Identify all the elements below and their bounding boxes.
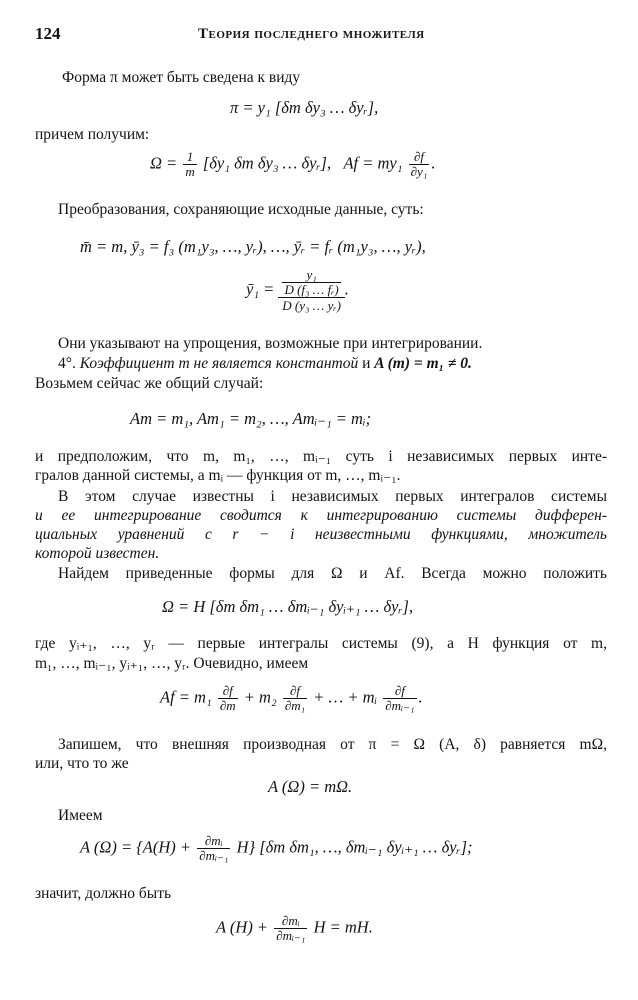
text-line: где yᵢ₊₁, …, yᵣ — первые интегралы системы (9), а H функция от m, <box>35 635 607 652</box>
text-line: гралов данной системы, а mᵢ — функция от m, …, mᵢ₋₁. <box>35 467 401 484</box>
formula-a-omega-expanded: A (Ω) = {A(H) + $\frac{\text{∂mᵢ}}{\text{∂mᵢ₋₁}}$ H} [δm δm₁, …, δmᵢ₋₁ δyᵢ₊₁ … δyᵣ]; <box>80 833 473 863</box>
formula-am: Am = m₁, Am₁ = m₂, …, Amᵢ₋₁ = mᵢ; <box>130 409 372 428</box>
text-line: значит, должно быть <box>35 885 172 902</box>
text-line: циальных уравнений с r − i неизвестными функциями, множитель <box>35 526 607 543</box>
text-line: Они указывают на упрощения, возможные при интегрировании. <box>58 335 483 352</box>
page-number: 124 <box>35 24 61 43</box>
text-line: которой известен. <box>35 545 160 562</box>
text-line: Найдем приведенные формы для Ω и Af. Всегда можно положить <box>58 565 607 582</box>
text-line: Возьмем сейчас же общий случай: <box>35 375 264 392</box>
text-line-section-4: 4°. Коэффициент m не является константой и A (m) = m₁ ≠ 0. <box>58 355 472 372</box>
text-line: В этом случае известны i независимых первых интегралов системы <box>58 488 607 505</box>
text-line: Преобразования, сохраняющие исходные данные, суть: <box>58 201 424 218</box>
formula-a-omega: A (Ω) = mΩ. <box>268 777 353 796</box>
formula-y1: ȳ₁ = $\frac{\frac{\text{y₁}}{\text{D (f₃ … fᵣ)}}}{\text{D (y₃ … yᵣ)}}$ . <box>246 267 349 313</box>
text-line: Имеем <box>58 807 103 824</box>
formula-omega-h: Ω = H [δm δm₁ … δmᵢ₋₁ δyᵢ₊₁ … δyᵣ], <box>162 597 414 616</box>
text-line: Форма π может быть сведена к виду <box>62 69 301 86</box>
formula-af: Af = m₁ $\frac{\partial f}{\partial m}$ + m₂ $\frac{\partial f}{\text{∂m₁}}$ + … + mᵢ $\frac{\partial f}{\text{∂mᵢ₋₁}}$ . <box>160 683 423 713</box>
text-line: и ее интегрирование сводится к интегрированию системы дифферен- <box>35 507 607 524</box>
formula-pi: π = y₁ [δm δy₃ … δyᵣ], <box>230 98 379 117</box>
text-line: m₁, …, mᵢ₋₁, yᵢ₊₁, …, yᵣ. Очевидно, имеем <box>35 655 309 672</box>
formula-final: A (H) + $\frac{\text{∂mᵢ}}{\text{∂mᵢ₋₁}}$ H = mH. <box>216 913 373 943</box>
text-line: причем получим: <box>35 126 150 143</box>
text-line: или, что то же <box>35 755 129 772</box>
text-line: и предположим, что m, m₁, …, mᵢ₋₁ суть i независимых первых инте- <box>35 448 607 465</box>
running-title: Теория последнего множителя <box>198 26 425 42</box>
text-line: Запишем, что внешняя производная от π = Ω (A, δ) равняется mΩ, <box>58 736 607 753</box>
formula-omega: Ω = $\frac{1}{m}$ [δy₁ δm δy₃ … δyᵣ], Af = my₁ $\frac{\partial f}{\text{∂y₁}}$ . <box>150 149 436 179</box>
formula-transformations: m̄ = m, ȳ₃ = f₃ (m₁y₃, …, yᵣ), …, ȳᵣ = fᵣ (m₁y₃, …, yᵣ), <box>80 237 426 256</box>
